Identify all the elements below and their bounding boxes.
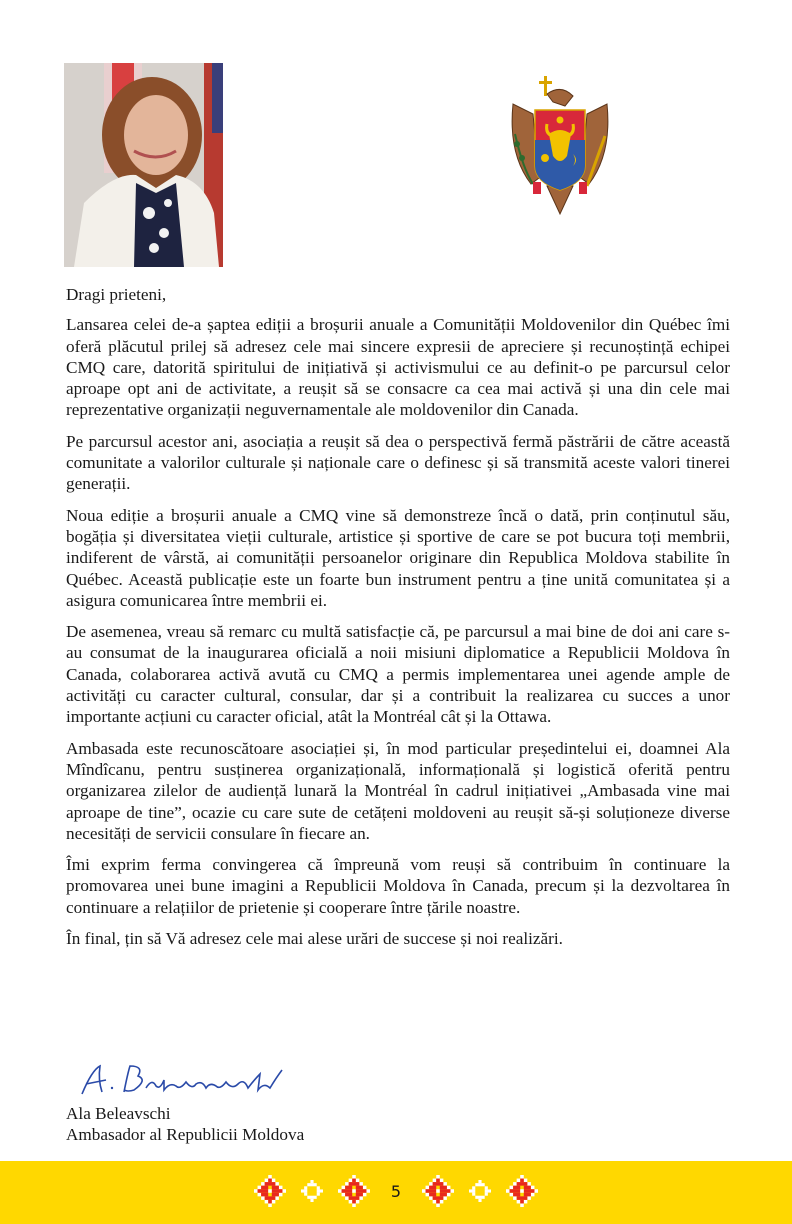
letter-greeting: Dragi prieteni, [66,285,167,304]
signature-icon [78,1060,298,1100]
page-number: 5 [390,1181,402,1201]
handwritten-signature [78,1060,298,1100]
letter-paragraph: Lansarea celei de-a șaptea ediții a broșurii anuale a Comunității Moldovenilor din Québec îmi oferă plăcutul prilej să adresez cele mai sincere expresii de apreciere și recunoștință echipei CMQ care, datorită spiritului de inițiativă și activismului ce au definit-o pe parcursul celor aproape opt ani de activitate, a reușit să se consacre ca cea mai activă și una din cele mai reprezentative organizații neguvernamentale ale moldovenilor din Canada. [66,315,730,420]
moldova-coat-of-arms [503,74,617,216]
signer-name: Ala Beleavschi [66,1104,171,1123]
folk-motif-red-icon [506,1175,538,1207]
letter-paragraph: Noua ediție a broșurii anuale a CMQ vine să demonstreze încă o dată, prin conținutul său, bogăția și diversitatea vieții culturale, artistice și sportive de care se pot bucura toți membrii, indiferent de vârstă, ai comunității persoanelor originare din Republica Moldova stabilite în Québec. Această publicație este un foarte bun instrument pentru a ține unită comunitatea și a asigura comunicarea între membrii ei. [66,505,730,610]
letter-paragraph: Ambasada este recunoscătoare asociației și, în mod particular președintelui ei, doamnei Ala Mîndîcanu, pentru susținerea organizațională, informațională și logistică oferită pentru organizarea zilelor de audiență lunară la Montréal în cadrul inițiativei „Ambasada vine mai aproape de tine”, ocazie cu care sute de cetățeni moldoveni au reușit să-și soluționeze diverse necesități de servicii consulare în fiecare an. [66,738,730,843]
signer-title: Ambasador al Republicii Moldova [66,1125,305,1144]
letter-paragraph: Pe parcursul acestor ani, asociația a reușit să dea o perspectivă fermă păstrării de către această comunitate a valorilor culturale și naționale care o definesc și să transmită aceste valori tinerei generații. [66,431,730,494]
coat-of-arms-icon [503,74,617,216]
portrait-photo [64,63,223,267]
signer-block [66,1103,304,1145]
folk-motif-white-icon [469,1180,491,1202]
folk-motif-red-icon [338,1175,370,1207]
portrait-image [64,63,223,267]
letter-paragraph: Îmi exprim ferma convingerea că împreună vom reuși să contribuim în continuare la promovarea unei bune imagini a Republicii Moldova în Canada, precum și la dezvoltarea în continuare a relațiilor de prietenie și cooperare între țările noastre. [66,855,730,917]
folk-motif-red-icon [422,1175,454,1207]
folk-motif-red-icon [254,1175,286,1207]
letter-paragraph: De asemenea, vreau să remarc cu multă satisfacție că, pe parcursul a mai bine de doi ani care s-au consumat de la inaugurarea oficială a noii misiuni diplomatice a Republicii Moldova în Canada, colaborarea activă avută cu CMQ a permis implementarea unei agende ample de activități cu caracter cultural, consular, dar și a contribuit la realizarea cu succes a unor importante acțiuni cu caracter oficial, atât la Montréal cât și la Ottawa. [66,622,730,727]
letter-body [66,284,730,959]
footer-ornament-row [0,1174,792,1208]
letter-paragraph: În final, țin să Vă adresez cele mai alese urări de succese și noi realizări. [66,929,563,949]
folk-motif-white-icon [301,1180,323,1202]
